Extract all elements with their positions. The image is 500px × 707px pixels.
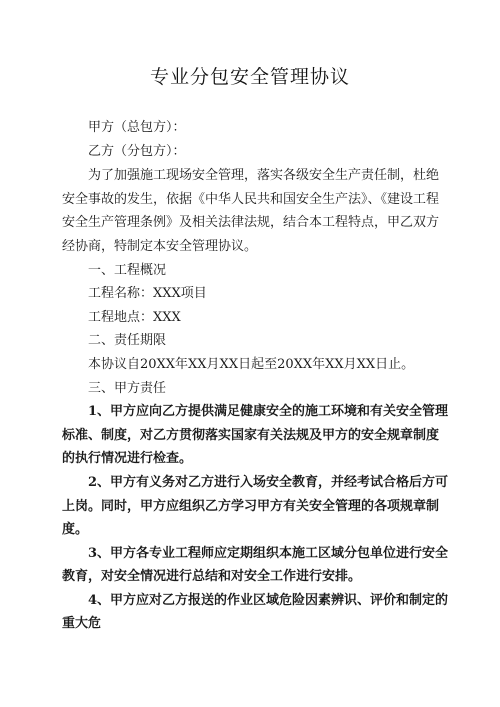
clause-1: 1、甲方应向乙方提供满足健康安全的施工环境和有关安全管理标准、制度，对乙方贯彻落实国家有关法规及甲方的安全规章制度的执行情况进行检查。 — [62, 404, 449, 467]
party-a-line: 甲方（总包方）： — [88, 120, 186, 135]
section-heading-party-a-duties: 三、甲方责任 — [88, 380, 167, 396]
section-heading-term: 二、责任期限 — [88, 333, 167, 349]
clause-3: 3、甲方各专业工程师应定期组织本施工区域分包单位进行安全教育，对安全情况进行总结和对安全工作进行安排。 — [62, 545, 449, 585]
document-body — [62, 116, 450, 636]
clause-2: 2、甲方有义务对乙方进行入场安全教育，并经考试合格后方可上岗。同时，甲方应组织乙方学习甲方有关安全管理的各项规章制度。 — [62, 474, 449, 538]
document-title: 专业分包安全管理协议 — [149, 66, 350, 88]
section-heading-overview: 一、工程概况 — [88, 262, 167, 278]
party-b-line: 乙方（分包方）： — [88, 144, 186, 160]
project-name-line: 工程名称：XXX项目 — [88, 286, 207, 302]
intro-paragraph: 为了加强施工现场安全管理，落实各级安全生产责任制，杜绝安全事故的发生，依据《中华人民共和国安全生产法》、《建设工程安全生产管理条例》及相关法律法规，结合本工程特点，甲乙双方经协商，特制定本安全管理协议。 — [62, 168, 440, 254]
project-location-line: 工程地点：XXX — [88, 309, 181, 325]
term-line: 本协议自20XX年XX月XX日起至20XX年XX月XX日止。 — [88, 356, 415, 372]
clause-4: 4、甲方应对乙方报送的作业区域危险因素辨识、评价和制定的重大危 — [62, 592, 449, 632]
